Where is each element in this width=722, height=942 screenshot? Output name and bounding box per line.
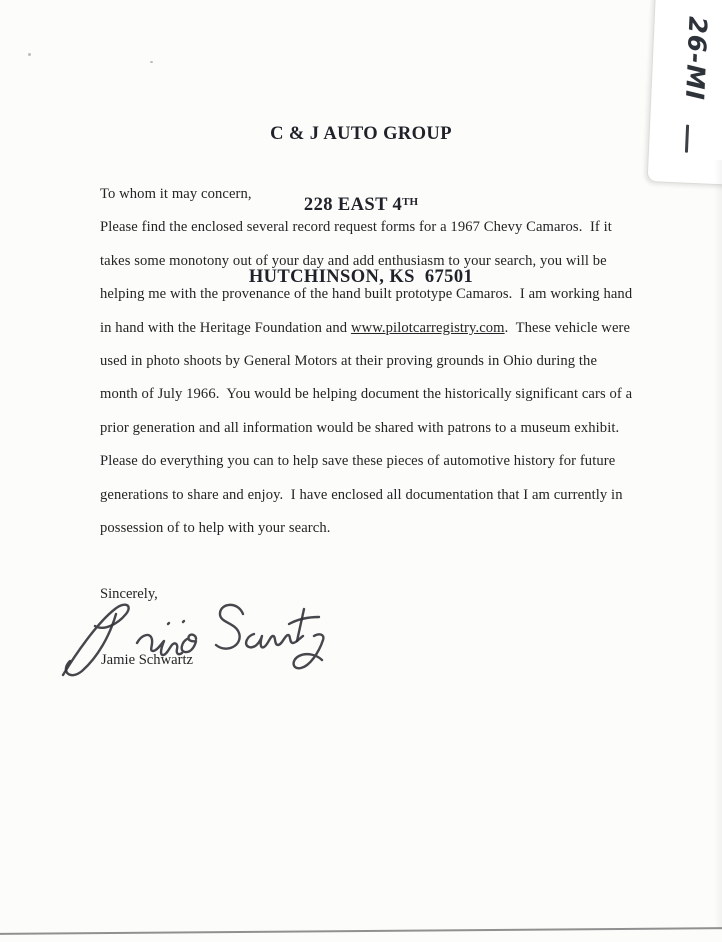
letter-body-line: generations to share and enjoy. I have enclosed all documentation that I am currently in bbox=[100, 486, 623, 503]
letter-body-line: month of July 1966. You would be helping document the historically significant cars of a bbox=[100, 386, 633, 403]
letter-body-line: possession of to help with your search. bbox=[100, 520, 331, 537]
scan-speck bbox=[150, 61, 153, 63]
letter-body-line-text: . These vehicle were bbox=[504, 319, 631, 336]
salutation: To whom it may concern, bbox=[100, 186, 252, 202]
letter-body bbox=[100, 178, 700, 545]
filing-tab-sticker bbox=[647, 0, 722, 186]
scan-speck bbox=[28, 53, 31, 56]
letterhead-city: HUTCHINSON, KS 67501 bbox=[248, 267, 474, 287]
url-text: www.pilotcarregistry.com bbox=[350, 319, 505, 336]
letterhead-company: C & J AUTO GROUP bbox=[270, 124, 452, 144]
letter-body-line: helping me with the provenance of the hand built prototype Camaros. I am working hand bbox=[100, 286, 633, 303]
letter-body-line: takes some monotony out of your day and add enthusiasm to your search, you will be bbox=[100, 252, 607, 269]
letter-body-line: used in photo shoots by General Motors at their proving grounds in Ohio during the bbox=[100, 353, 598, 370]
scan-edge-shadow bbox=[714, 160, 722, 930]
filing-tab-tick-mark bbox=[685, 125, 689, 153]
filing-tab-label bbox=[650, 0, 722, 121]
letter-body-line: prior generation and all information would be shared with patrons to a museum exhibit. bbox=[100, 419, 620, 436]
scan-page-edge-line bbox=[0, 927, 722, 935]
filing-tab-handwriting: 26-MI bbox=[679, 15, 713, 101]
handwritten-signature bbox=[55, 593, 350, 688]
letterhead-address-text: 228 EAST 4 bbox=[303, 194, 403, 215]
typed-signer-name: Jamie Schwartz bbox=[101, 652, 193, 668]
letter-body-line: Please find the enclosed several record request forms for a 1967 Chevy Camaros. If it bbox=[100, 219, 612, 236]
letter-body-line-text: in hand with the Heritage Foundation and bbox=[100, 319, 351, 336]
letterhead-address-superscript: TH bbox=[402, 195, 419, 208]
closing-salutation: Sincerely, bbox=[100, 586, 158, 602]
letter-body-line bbox=[100, 312, 700, 345]
letter-body-line: Please do everything you can to help save these pieces of automotive history for future bbox=[100, 453, 616, 470]
